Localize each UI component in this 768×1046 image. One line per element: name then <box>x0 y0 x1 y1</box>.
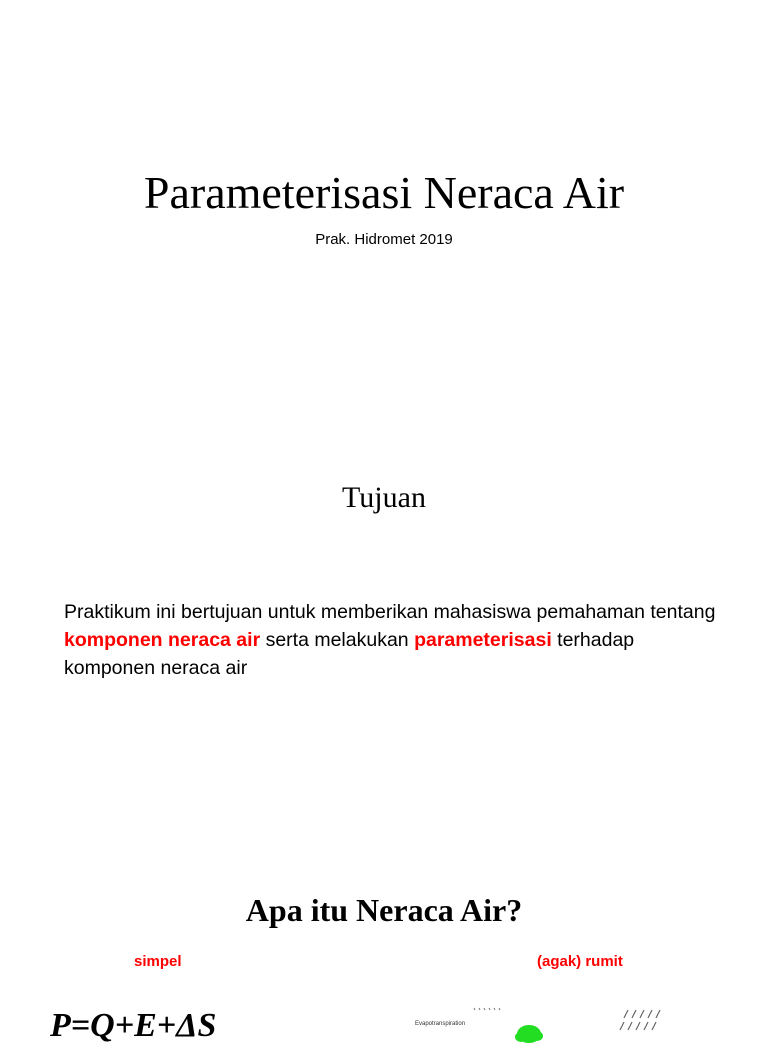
rain-streaks-icon <box>620 1010 660 1030</box>
objectives-text-1: Praktikum ini bertujuan untuk memberikan mahasiswa pemahaman tentang <box>64 601 716 623</box>
objectives-body <box>64 598 724 682</box>
objectives-text-3: terhadap komponen neraca air <box>64 629 635 679</box>
highlight-water-balance-components: komponen neraca air <box>64 629 261 651</box>
evapotranspiration-label: Evapotranspiration <box>415 1021 466 1027</box>
objectives-text-2: serta melakukan <box>260 629 415 651</box>
simple-label: simpel <box>134 953 182 970</box>
slide-title: Parameterisasi Neraca Air <box>143 167 625 218</box>
rain-dots-icon <box>474 1008 500 1010</box>
vegetation-icon <box>515 1025 543 1043</box>
highlight-parameterization: parameterisasi <box>414 629 552 651</box>
complex-label: (agak) rumit <box>537 953 623 970</box>
water-cycle-diagram <box>400 1000 700 1040</box>
objectives-slide <box>0 288 768 864</box>
objectives-heading: Tujuan <box>342 481 426 514</box>
water-balance-heading: Apa itu Neraca Air? <box>245 892 523 928</box>
title-slide <box>0 0 768 288</box>
water-balance-slide <box>0 864 768 1044</box>
slide-subtitle: Prak. Hidromet 2019 <box>315 231 453 248</box>
water-balance-equation: P=Q+E+ΔS <box>50 1007 217 1044</box>
